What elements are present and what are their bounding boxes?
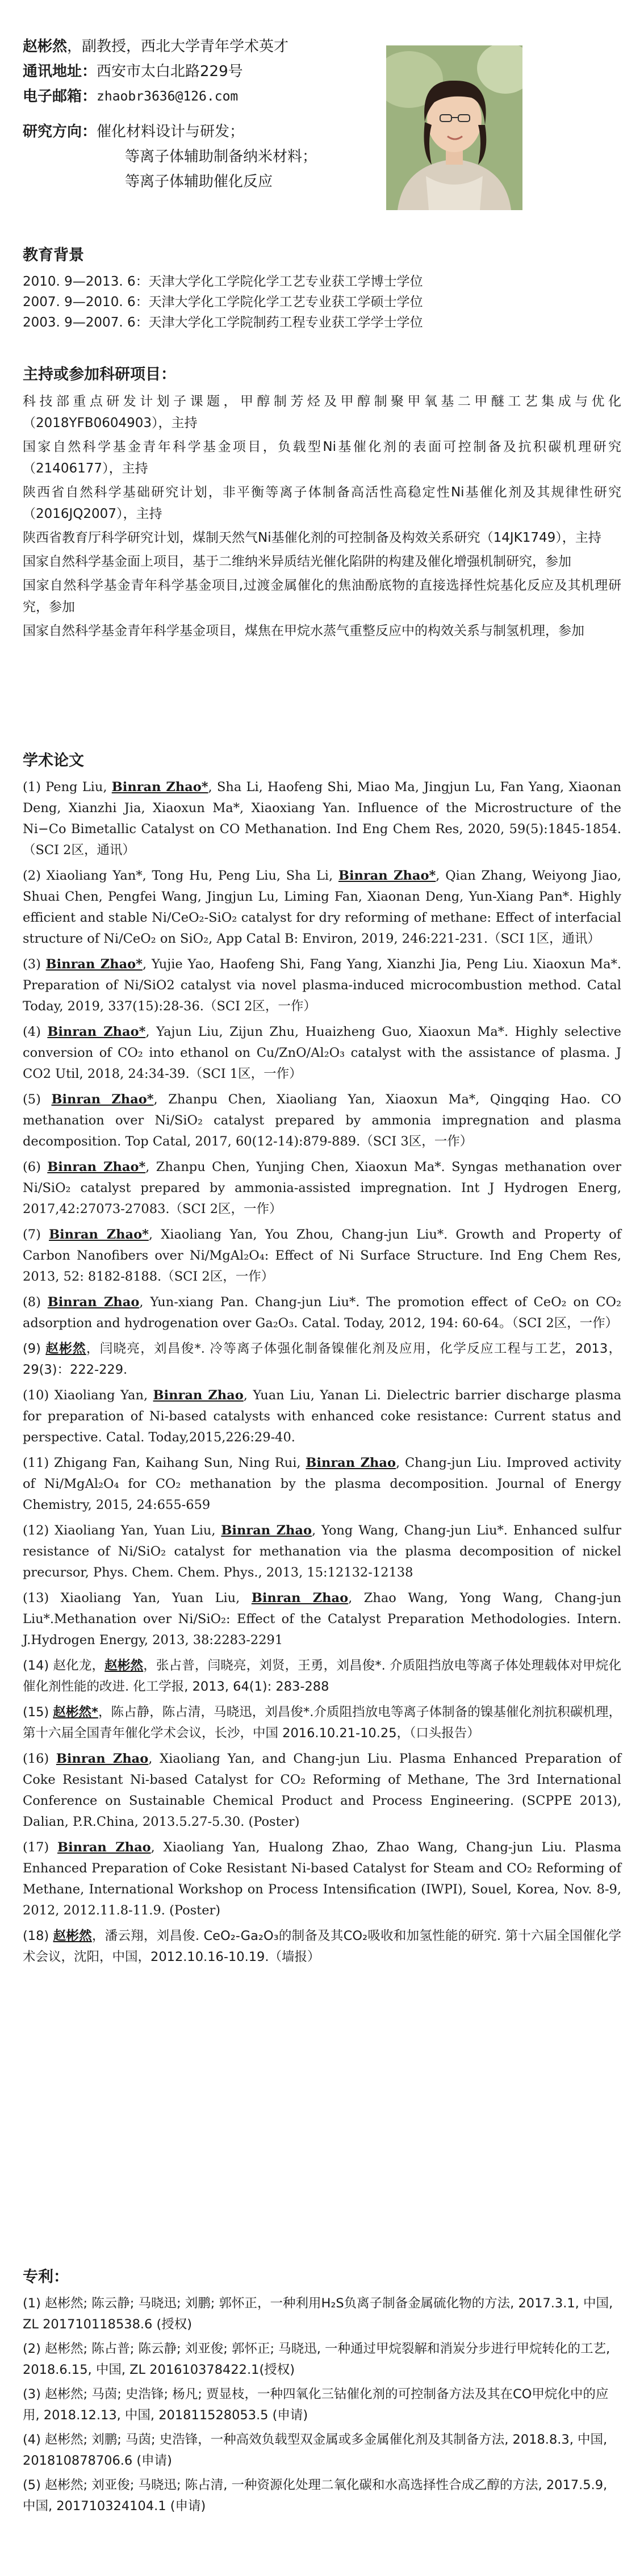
paper-author-highlight: 赵彬然: [53, 1929, 92, 1943]
paper-text: (10) Xiaoliang Yan,: [23, 1388, 153, 1403]
paper-author-highlight: Binran Zhao*: [45, 957, 143, 972]
project-item: 国家自然科学基金青年科学基金项目，负载型Ni基催化剂的表面可控制备及抗积碳机理研究（21406177），主持: [23, 440, 621, 476]
paper-author-highlight: Binran Zhao: [56, 1751, 149, 1766]
paper-text: (17): [23, 1840, 58, 1855]
paper-text: ，闫晓亮，刘昌俊*. 冷等离子体强化制备镍催化剂及应用，化学反应工程与工艺，2013，29(3)：222-229.: [23, 1341, 621, 1377]
section-title: 教育背景: [23, 246, 84, 264]
paper-item: [23, 1453, 621, 1516]
paper-text: (1) Peng Liu,: [23, 780, 112, 794]
paper-text: , Zhanpu Chen, Xiaoliang Yan, Xiaoxun Ma*, Qingqing Hao. CO methanation over Ni/SiO₂ catalyst prepared by ammonia impregnation and plasma decomposition. Top Catal, 2017, 60(12-14):879-889.（SCI 3区，一作）: [23, 1092, 622, 1149]
paper-item: [23, 1926, 621, 1968]
paper-text: ，陈占静，陈占清，马晓迅，刘昌俊*.介质阻挡放电等离子体制备的镍基催化剂抗积碳机理，第十六届全国青年催化学术会议，长沙，中国 2016.10.21-10.25，（口头报告）: [23, 1705, 621, 1741]
paper-text: (2) Xiaoliang Yan*, Tong Hu, Peng Liu, Sha Li,: [23, 868, 338, 883]
paper-item: [23, 1749, 621, 1833]
paper-text: (11) Zhigang Fan, Kaihang Sun, Ning Rui,: [23, 1456, 306, 1470]
education-item: 2007. 9—2010. 6：天津大学化工学院化学工艺专业获工学硕士学位: [23, 295, 423, 310]
paper-item: [23, 1385, 621, 1448]
research-line: [23, 144, 386, 169]
project-item: 陕西省教育厅科学研究计划，煤制天然气Ni基催化剂的可控制备及构效关系研究（14JK1749），主持: [23, 530, 601, 545]
patent-item: (1) 赵彬然; 陈云静; 马晓迅; 刘鹏; 郭怀正，一种利用H₂S负离子制备金属硫化物的方法, 2017.3.1, 中国, ZL 201710118538.6 (授权): [23, 2296, 613, 2332]
paper-item: [23, 865, 621, 950]
paper-author-highlight: Binran Zhao: [251, 1591, 349, 1605]
paper-text: , Chang-jun Liu. Improved activity of Ni/MgAl₂O₄ for CO₂ methanation by the plasma decomposition. Journal of Energy Chemistry, 2015, 24:655-659: [23, 1456, 622, 1512]
paper-author-highlight: Binran Zhao: [47, 1295, 140, 1310]
paper-text: ，张占普，闫晓亮，刘贤，王勇，刘昌俊*. 介质阻挡放电等离子体处理载体对甲烷化催化剂性能的改进. 化工学报, 2013, 64(1): 283-288: [23, 1658, 621, 1694]
paper-item: [23, 1292, 621, 1334]
paper-item: [23, 1655, 621, 1697]
project-item: 科技部重点研发计划子课题，甲醇制芳烃及甲醇制聚甲氧基二甲醚工艺集成与优化（2018YFB0604903），主持: [23, 394, 621, 430]
education-section: [23, 244, 621, 333]
profile-photo: [386, 45, 522, 210]
paper-text: (16): [23, 1751, 56, 1766]
patent-item: (3) 赵彬然; 马茵; 史浩锋; 杨凡; 贾显枝，一种四氧化三钴催化剂的可控制备方法及其在CO甲烷化中的应用, 2018.12.13, 中国, 201811528053.5 (申请): [23, 2387, 609, 2423]
paper-text: (14) 赵化龙，: [23, 1658, 105, 1673]
paper-author-highlight: Binran Zhao*: [47, 1024, 146, 1039]
paper-author-highlight: Binran Zhao*: [47, 1160, 146, 1174]
paper-text: , Xiaoliang Yan, and Chang-jun Liu. Plasma Enhanced Preparation of Coke Resistant Ni-based Catalyst for CO₂ Reforming of Methane, The 3rd International Conference on Sustainable Chemical Product and Process Engineering. (SCPPE 2013), Dalian, P.R.China, 2013.5.27-5.30. (Poster): [23, 1751, 622, 1829]
section-title: 学术论文: [23, 752, 84, 770]
paper-item: [23, 1702, 621, 1744]
patent-item: (2) 赵彬然; 陈占普; 陈云静; 刘亚俊; 郭怀正; 马晓迅, 一种通过甲烷裂解和消炭分步进行甲烷转化的工艺, 2018.6.15, 中国, ZL 201610378422.1(授权): [23, 2341, 610, 2377]
paper-text: , Xiaoliang Yan, You Zhou, Chang-jun Liu*. Growth and Property of Carbon Nanofibers over Ni/MgAl₂O₄: Effect of Ni Surface Structure. Ind Eng Chem Res, 2013, 52: 8182-8188.（SCI 2区，一作）: [23, 1227, 622, 1284]
paper-text: , Yun-xiang Pan. Chang-jun Liu*. The promotion effect of CeO₂ on CO₂ adsorption and hydrogenation over Ga₂O₃. Catal. Today, 2012, 194: 60-64。（SCI 2区，一作）: [23, 1295, 621, 1331]
paper-text: (5): [23, 1092, 52, 1107]
paper-author-highlight: Binran Zhao*: [51, 1092, 154, 1107]
person-name: 赵彬然: [23, 38, 68, 55]
paper-item: [23, 1339, 621, 1381]
paper-author-highlight: 赵彬然*: [53, 1705, 98, 1720]
paper-text: (9): [23, 1341, 46, 1356]
paper-text: (12) Xiaoliang Yan, Yuan Liu,: [23, 1523, 221, 1538]
project-item: 国家自然科学基金青年科学基金项目，煤焦在甲烷水蒸气重整反应中的构效关系与制氢机理，参加: [23, 624, 584, 638]
paper-author-highlight: Binran Zhao: [306, 1456, 396, 1470]
research-item: 催化材料设计与研发；: [97, 123, 245, 140]
paper-text: , Sha Li, Haofeng Shi, Miao Ma, Jingjun Lu, Fan Yang, Xiaonan Deng, Xianzhi Jia, Xiaoxun Ma*, Xiaoxiang Yan. Influence of the Microstructure of the Ni−Co Bimetallic Catalyst on CO Methanation. Ind Eng Chem Res, 2020, 59(5):1845-1854.（SCI 2区，通讯）: [23, 780, 622, 858]
paper-text: (13) Xiaoliang Yan, Yuan Liu,: [23, 1591, 252, 1605]
education-item: 2003. 9—2007. 6：天津大学化工学院制药工程专业获工学学士学位: [23, 315, 423, 330]
paper-text: (8): [23, 1295, 48, 1310]
research-line: [23, 119, 386, 144]
paper-text: , Yujie Yao, Haofeng Shi, Fang Yang, Xianzhi Jia, Peng Liu. Xiaoxun Ma*. Preparation of Ni/SiO2 catalyst via novel plasma-induced microcombustion method. Catal Today, 2019, 337(15):28-36.（SCI 2区，一作）: [23, 957, 621, 1014]
paper-text: , Qian Zhang, Weiyong Jiao, Shuai Chen, Pengfei Wang, Jingjun Lu, Liming Fan, Xiaonan Deng, Yun-Xiang Pan*. Highly efficient and stable Ni/CeO₂-SiO₂ catalyst for dry reforming of methane: Effect of interfacial structure of Ni/CeO₂ on SiO₂, App Catal B: Environ, 2019, 246:221-231.（SCI 1区，通讯）: [23, 868, 621, 946]
paper-text: (7): [23, 1227, 49, 1242]
paper-item: [23, 1224, 621, 1287]
paper-item: [23, 1588, 621, 1651]
portrait-image: [386, 45, 522, 210]
paper-text: , Zhao Wang, Yong Wang, Chang-jun Liu*.Methanation over Ni/SiO₂: Effect of the Catalyst Preparation Methodologies. Intern. J.Hydrogen Energy, 2013, 38:2283-2291: [23, 1591, 622, 1647]
name-line: [23, 34, 386, 59]
paper-text: (6): [23, 1160, 48, 1174]
projects-section: [23, 363, 621, 644]
paper-text: , Yajun Liu, Zijun Zhu, Huaizheng Guo, Xiaoxun Ma*. Highly selective conversion of CO₂ into ethanol on Cu/ZnO/Al₂O₃ catalyst with the assistance of plasma. J CO2 Util, 2018, 24:34-39.（SCI 1区，一作）: [23, 1024, 621, 1081]
email-label: 电子邮箱：: [23, 88, 97, 105]
paper-text: (18): [23, 1929, 53, 1943]
paper-author-highlight: Binran Zhao: [153, 1388, 244, 1403]
paper-text: ，潘云翔，刘昌俊. CeO₂-Ga₂O₃的制备及其CO₂吸收和加氢性能的研究. 第十六届全国催化学术会议，沈阳，中国，2012.10.16-10.19.（墙报）: [23, 1929, 621, 1964]
patent-item: (4) 赵彬然; 刘鹏; 马茵; 史浩锋，一种高效负载型双金属或多金属催化剂及其制备方法, 2018.8.3, 中国, 201810878706.6 (申请): [23, 2432, 608, 2468]
paper-author-highlight: Binran Zhao: [57, 1840, 151, 1855]
address-label: 通讯地址：: [23, 63, 97, 80]
address-value: 西安市太白北路229号: [97, 63, 243, 80]
paper-text: , Yong Wang, Chang-jun Liu*. Enhanced sulfur resistance of Ni/SiO₂ catalyst for methanation via the plasma decomposition of nickel precursor, Phys. Chem. Chem. Phys., 2013, 15:12132-12138: [23, 1523, 621, 1580]
paper-text: , Xiaoliang Yan, Hualong Zhao, Zhao Wang, Chang-jun Liu. Plasma Enhanced Preparation of Coke Resistant Ni-based Catalyst for Steam and CO₂ Reforming of Methane, International Workshop on Process Intensification (IWPI), Souel, Korea, Nov. 8-9, 2012, 2012.11.8-11.9. (Poster): [23, 1840, 622, 1918]
paper-text: (15): [23, 1705, 53, 1720]
paper-author-highlight: 赵彬然: [45, 1341, 86, 1356]
section-title: 主持或参加科研项目：: [23, 366, 176, 383]
paper-author-highlight: Binran Zhao*: [111, 780, 208, 794]
paper-author-highlight: Binran Zhao*: [338, 868, 436, 883]
email-value[interactable]: zhaobr3636@126.com: [97, 89, 239, 104]
profile-header: [23, 34, 386, 194]
paper-item: [23, 1089, 621, 1152]
paper-item: [23, 954, 621, 1017]
research-label: 研究方向：: [23, 123, 97, 140]
research-item: 等离子体辅助制备纳米材料；: [125, 148, 317, 165]
address-line: [23, 59, 386, 84]
project-item: 陕西省自然科学基础研究计划，非平衡等离子体制备高活性高稳定性Ni基催化剂及其规律性研究（2016JQ2007），主持: [23, 485, 621, 521]
research-item: 等离子体辅助催化反应: [125, 173, 273, 190]
patents-section: [23, 2266, 621, 2520]
paper-item: [23, 1022, 621, 1085]
person-title: ，副教授，西北大学青年学术英才: [67, 38, 289, 55]
paper-text: (3): [23, 957, 46, 972]
project-item: 国家自然科学基金青年科学基金项目,过渡金属催化的焦油酚底物的直接选择性烷基化反应及其机理研究，参加: [23, 578, 621, 614]
section-title: 专利：: [23, 2268, 69, 2286]
paper-text: , Yuan Liu, Yanan Li. Dielectric barrier discharge plasma for preparation of Ni-based catalysts with enhanced coke resistance: Current status and perspective. Catal. Today,2015,226:29-40.: [23, 1388, 621, 1445]
patent-item: (5) 赵彬然; 刘亚俊; 马晓迅; 陈占清, 一种资源化处理二氧化碳和水高选择性合成乙醇的方法, 2017.5.9, 中国, 201710324104.1 (申请): [23, 2478, 608, 2514]
education-item: 2010. 9—2013. 6：天津大学化工学院化学工艺专业获工学博士学位: [23, 274, 423, 289]
paper-author-highlight: Binran Zhao*: [49, 1227, 149, 1242]
email-line: [23, 84, 386, 109]
project-item: 国家自然科学基金面上项目，基于二维纳米异质结光催化陷阱的构建及催化增强机制研究，参加: [23, 554, 571, 569]
paper-text: , Zhanpu Chen, Yunjing Chen, Xiaoxun Ma*. Syngas methanation over Ni/SiO₂ catalyst prepared by ammonia-assisted impregnation. Int J Hydrogen Energ, 2017,42:27073-27083.（SCI 2区，一作）: [23, 1160, 621, 1216]
papers-section: [23, 750, 621, 1972]
paper-text: (4): [23, 1024, 48, 1039]
paper-author-highlight: 赵彬然: [104, 1658, 144, 1673]
paper-author-highlight: Binran Zhao: [221, 1523, 312, 1538]
paper-item: [23, 1157, 621, 1220]
research-line: [23, 169, 386, 194]
paper-item: [23, 777, 621, 861]
paper-item: [23, 1837, 621, 1921]
paper-item: [23, 1520, 621, 1583]
